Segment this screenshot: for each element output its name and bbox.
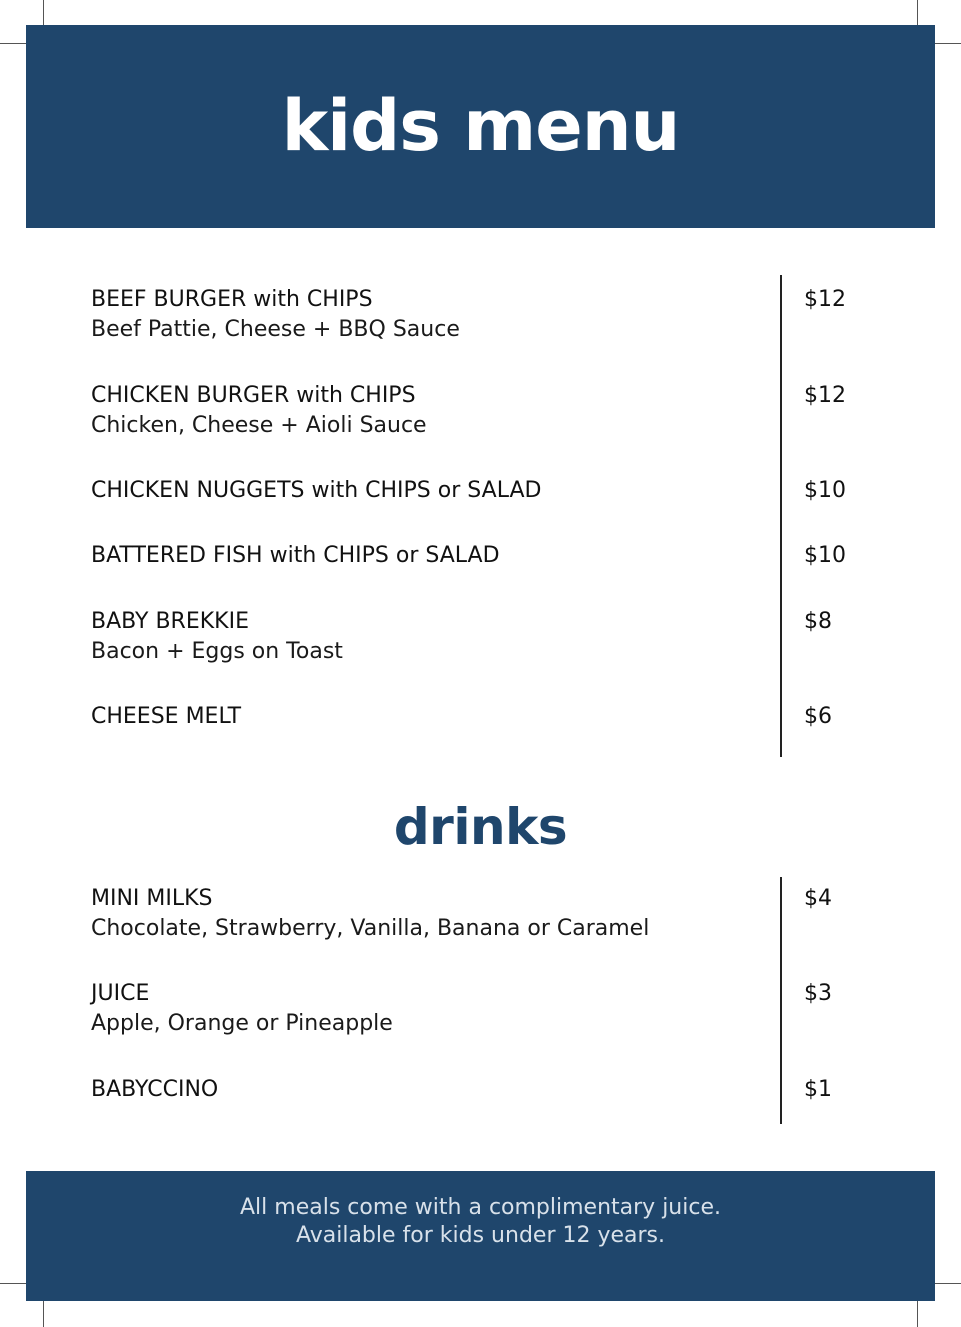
menu-footer [26, 1171, 935, 1301]
item-description: Chocolate, Strawberry, Vanilla, Banana or Caramel [91, 916, 650, 941]
drinks-heading: drinks [393, 798, 568, 856]
food-price-divider [780, 275, 782, 757]
item-price: $10 [804, 478, 846, 503]
item-price: $12 [804, 383, 846, 408]
menu-title: kids menu [281, 84, 680, 167]
item-name: BABYCCINO [91, 1077, 219, 1102]
drinks-price-divider [780, 877, 782, 1124]
crop-mark [917, 1297, 918, 1327]
item-price: $4 [804, 886, 832, 911]
footer-note-line-2: Available for kids under 12 years. [295, 1223, 666, 1248]
item-name: BATTERED FISH with CHIPS or SALAD [91, 543, 500, 568]
item-name: CHICKEN NUGGETS with CHIPS or SALAD [91, 478, 542, 503]
item-description: Bacon + Eggs on Toast [91, 639, 343, 664]
item-name: BABY BREKKIE [91, 609, 249, 634]
item-price: $10 [804, 543, 846, 568]
crop-mark [931, 1283, 961, 1284]
crop-mark [43, 1297, 44, 1327]
item-price: $3 [804, 981, 832, 1006]
menu-header [26, 25, 935, 228]
item-description: Chicken, Cheese + Aioli Sauce [91, 413, 427, 438]
item-name: JUICE [91, 981, 150, 1006]
item-description: Apple, Orange or Pineapple [91, 1011, 393, 1036]
crop-mark [931, 43, 961, 44]
footer-note-line-1: All meals come with a complimentary juice. [240, 1195, 721, 1220]
item-price: $12 [804, 287, 846, 312]
item-price: $6 [804, 704, 832, 729]
item-name: BEEF BURGER with CHIPS [91, 287, 373, 312]
item-description: Beef Pattie, Cheese + BBQ Sauce [91, 317, 460, 342]
item-name: CHEESE MELT [91, 704, 242, 729]
item-name: CHICKEN BURGER with CHIPS [91, 383, 416, 408]
item-price: $1 [804, 1077, 832, 1102]
item-name: MINI MILKS [91, 886, 213, 911]
item-price: $8 [804, 609, 832, 634]
